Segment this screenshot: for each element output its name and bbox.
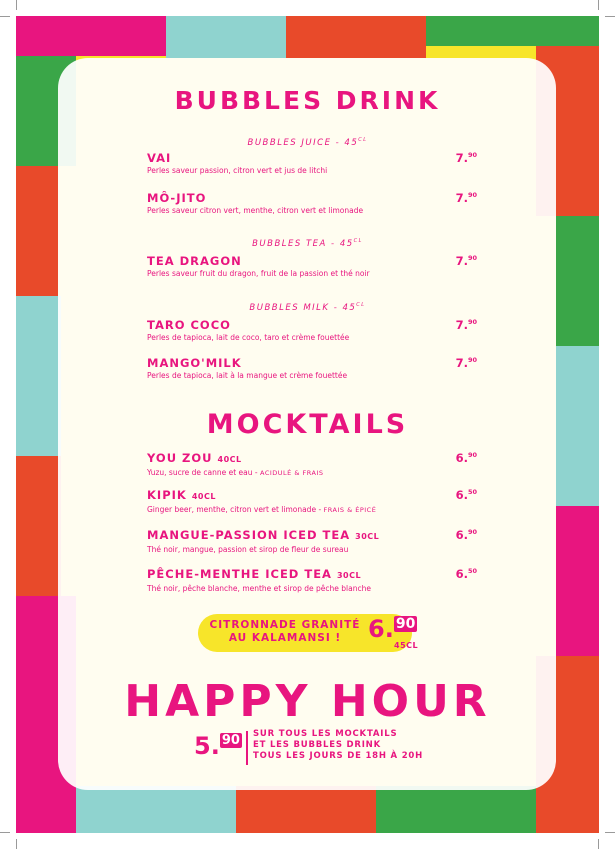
item-description: Perles saveur citron vert, menthe, citron vert et limonade [147, 206, 364, 215]
happy-hour-title: HAPPY HOUR [124, 676, 491, 727]
item-price: 7.90 [455, 356, 477, 370]
menu-item [147, 488, 477, 516]
item-price: 6.90 [455, 528, 477, 542]
item-description: Perles de tapioca, lait à la mangue et crème fouettée [147, 371, 348, 380]
item-name: YOU ZOU 40CL [147, 451, 242, 465]
happy-hour-details [253, 729, 423, 762]
item-name: TARO COCO [147, 318, 231, 332]
item-price: 6.50 [455, 567, 477, 581]
crop-mark [605, 16, 615, 17]
item-name: MÔ-JITO [147, 191, 207, 205]
item-name: VAI [147, 151, 172, 165]
promo-line: AU KALAMANSI ! [228, 632, 342, 644]
crop-mark [598, 839, 599, 849]
promo-text [205, 619, 365, 645]
item-description: Perles saveur fruit du dragon, fruit de la passion et thé noir [147, 269, 370, 278]
happy-hour-line: SUR TOUS LES MOCKTAILS [253, 729, 398, 739]
section-title-bubbles: BUBBLES DRINK [174, 86, 441, 115]
crop-mark [0, 832, 10, 833]
item-description: Perles de tapioca, lait de coco, taro et crème fouettée [147, 333, 350, 342]
item-price: 7.90 [455, 191, 477, 205]
promo-size: 45CL [394, 641, 419, 650]
item-name: KIPIK 40CL [147, 488, 216, 502]
menu-item [147, 254, 477, 279]
happy-hour-line: ET LES BUBBLES DRINK [253, 740, 381, 750]
category-bubbles-tea: BUBBLES TEA - $45^{CL}$ [252, 238, 363, 249]
menu-item [147, 451, 477, 479]
category-bubbles-juice: BUBBLES JUICE - $45^{CL}$ [247, 137, 368, 148]
item-price: 7.90 [455, 151, 477, 165]
item-description: Perles saveur passion, citron vert et jus de litchi [147, 166, 328, 175]
crop-mark [16, 839, 17, 849]
category-bubbles-milk: BUBBLES MILK - $45^{CL}$ [249, 302, 366, 313]
item-name: PÊCHE-MENTHE ICED TEA 30CL [147, 567, 362, 581]
item-description: Ginger beer, menthe, citron vert et limonade - FRAIS & ÉPICÉ [147, 505, 377, 514]
item-description: Thé noir, mangue, passion et sirop de fleur de sureau [147, 545, 349, 554]
menu-item [147, 191, 477, 216]
menu-item [147, 356, 477, 381]
item-name: TEA DRAGON [147, 254, 242, 268]
crop-mark [0, 16, 10, 17]
item-price: 7.90 [455, 318, 477, 332]
item-name: MANGUE-PASSION ICED TEA 30CL [147, 528, 380, 542]
happy-hour-line: TOUS LES JOURS DE 18H À 20H [253, 751, 424, 761]
promo-line: CITRONNADE GRANITÉ [209, 619, 361, 631]
section-title-mocktails: MOCKTAILS [206, 409, 409, 440]
item-description: Yuzu, sucre de canne et eau - ACIDULÉ & FRAIS [147, 468, 324, 477]
item-price: 6.90 [455, 451, 477, 465]
item-description: Thé noir, pêche blanche, menthe et sirop de pêche blanche [147, 584, 371, 593]
crop-mark [605, 832, 615, 833]
crop-mark [16, 0, 17, 10]
menu-item [147, 567, 477, 594]
menu-item [147, 318, 477, 343]
promo-price: 6. 90 [368, 615, 416, 643]
item-price: 6.50 [455, 488, 477, 502]
menu-item [147, 528, 477, 555]
crop-mark [598, 0, 599, 10]
item-price: 7.90 [455, 254, 477, 268]
item-name: MANGO'MILK [147, 356, 242, 370]
menu-item [147, 151, 477, 176]
happy-hour-price: 5. 90 [194, 732, 240, 760]
divider [246, 731, 248, 765]
